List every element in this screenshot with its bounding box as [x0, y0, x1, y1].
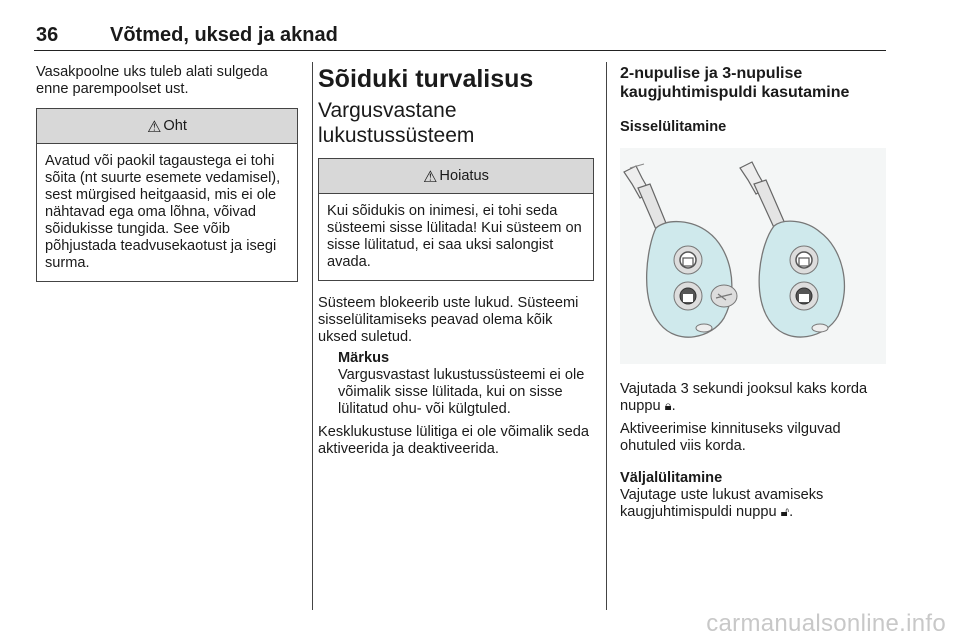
- page-number: 36: [36, 24, 59, 46]
- column-divider: [606, 62, 607, 610]
- note-body: Vargusvastast lukustussüsteemi ei ole võimalik sisse lülitada, kui on sisse lülitatud ohu- või külgtuled.: [338, 367, 585, 417]
- danger-box-header: [37, 109, 297, 144]
- note-title: Märkus: [338, 350, 390, 366]
- activation-text-end: .: [671, 398, 676, 414]
- warning-body: Kui sõidukis on inimesi, ei tohi seda süsteemi sisse lülitada! Kui süsteem on sisse lülitatud, ei saa uksi salongist avada.: [327, 203, 582, 270]
- deactivation-heading: Väljalülitamine: [620, 470, 723, 486]
- column-right: [620, 64, 886, 521]
- padlock-open-icon: 🔓︎: [780, 505, 790, 520]
- watermark: carmanualsonline.info: [706, 610, 946, 637]
- remote-keys-illustration: [620, 148, 886, 364]
- warning-triangle-icon: ⚠: [147, 116, 162, 136]
- paragraph-blocking: Süsteem blokeerib uste lukud. Süsteemi sisselülitamiseks peavad olema kõik uksed suletud.: [318, 295, 579, 345]
- chapter-title: Võtmed, uksed ja aknad: [110, 24, 338, 46]
- note-block: [318, 350, 594, 418]
- page-header: [34, 22, 886, 51]
- column-middle: [318, 64, 594, 458]
- activation-instruction: [620, 381, 886, 415]
- remote-section-title: 2-nupulise ja 3-nupulise kaugjuhtimispuldi kasutamine: [620, 65, 850, 101]
- deactivation-text: Vajutage uste lukust avamiseks kaugjuhtimispuldi nuppu: [620, 487, 824, 520]
- deactivation-instruction: [620, 487, 886, 521]
- section-title: Sõiduki turvalisus: [318, 65, 534, 93]
- activation-confirm: Aktiveerimise kinnituseks vilguvad ohutuled viis korda.: [620, 421, 841, 454]
- deactivation-text-end: .: [789, 504, 794, 520]
- warning-title: Hoiatus: [439, 168, 489, 184]
- activation-text: Vajutada 3 sekundi jooksul kaks korda nuppu: [620, 381, 868, 414]
- danger-body: Avatud või paokil tagaustega ei tohi sõita (nt suurte esemete vedamisel), sest mürgised heitgaasid, mis ei ole nähtavad ega oma lõhna, võivad sõidukisse tungida. See võib põhjustada teadvusekaotust ja isegi surma.: [45, 153, 281, 271]
- warning-triangle-icon: ⚠: [423, 166, 438, 186]
- column-divider: [312, 62, 313, 610]
- paragraph-central-lock: Kesklukustuse lülitiga ei ole võimalik seda aktiveerida ja deaktiveerida.: [318, 424, 589, 457]
- activation-heading: Sisselülitamine: [620, 119, 727, 135]
- section-subtitle: Vargusvastane lukustussüsteem: [318, 99, 475, 147]
- intro-text: Vasakpoolne uks tuleb alati sulgeda enne parempoolset ust.: [36, 64, 268, 97]
- padlock-closed-icon: 🔒︎: [664, 399, 672, 414]
- danger-box: [36, 108, 298, 282]
- warning-box: [318, 158, 594, 281]
- column-left: [36, 64, 298, 282]
- warning-box-header: [319, 159, 593, 194]
- danger-title: Oht: [163, 118, 187, 134]
